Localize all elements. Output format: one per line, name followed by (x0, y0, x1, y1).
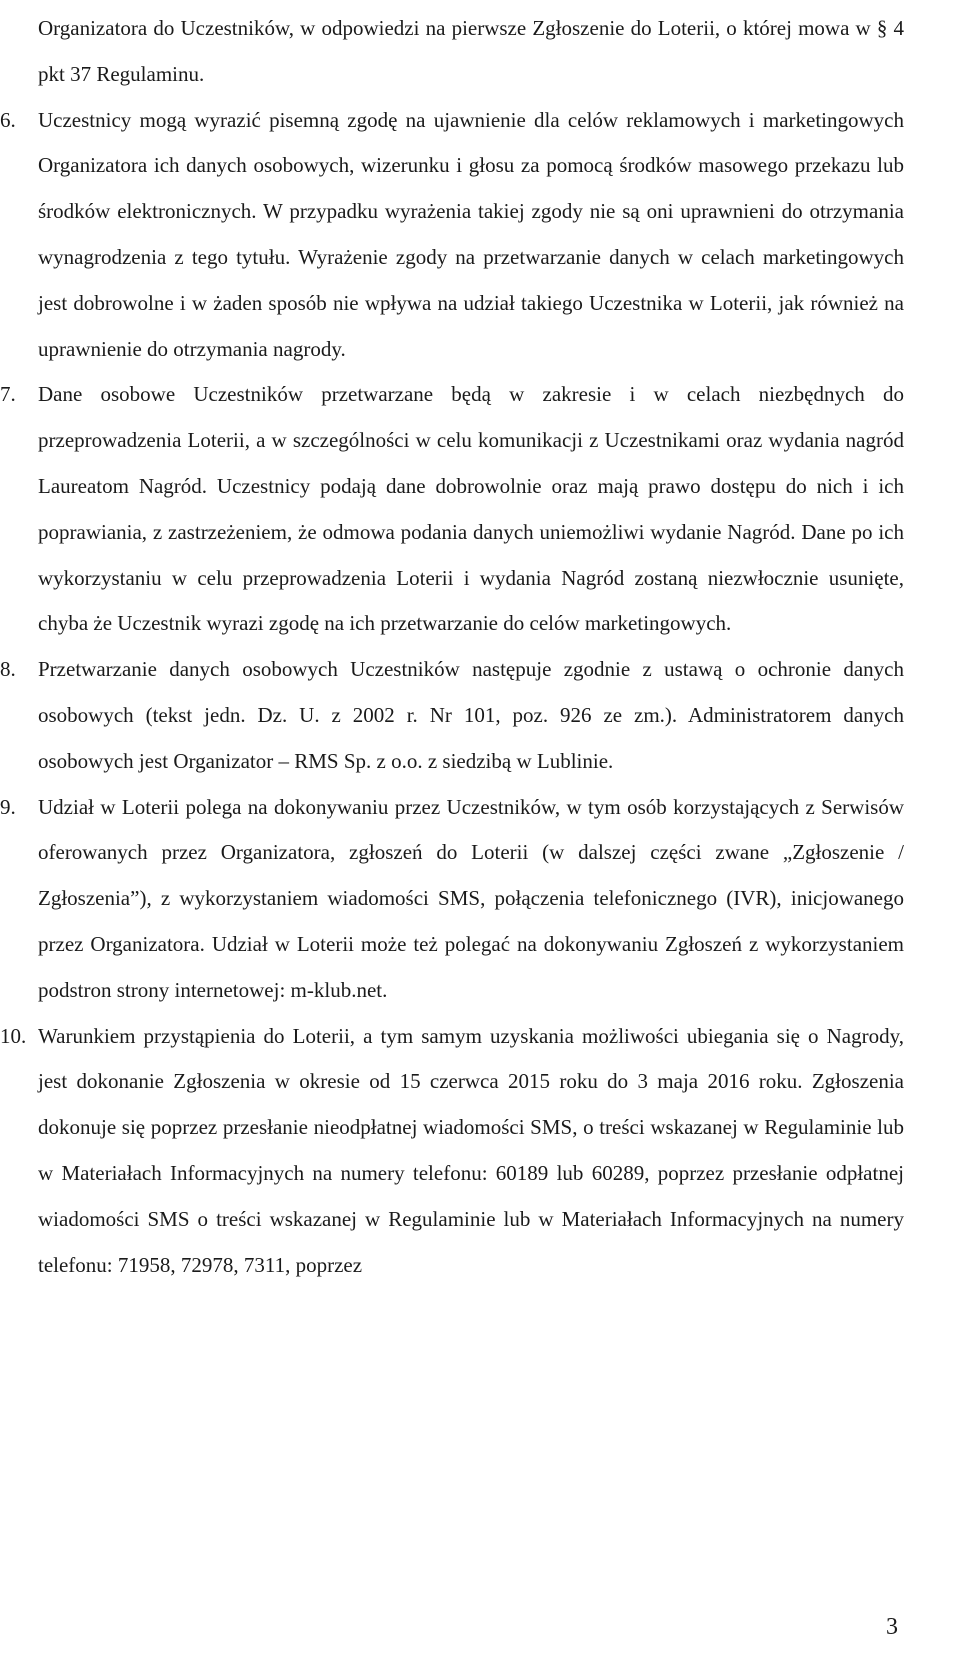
document-page (0, 6, 904, 1288)
item-text: Przetwarzanie danych osobowych Uczestników następuje zgodnie z ustawą o ochronie danych osobowych (tekst jedn. Dz. U. z 2002 r. Nr 101, poz. 926 ze zm.). Administratorem danych osobowych jest Organizator – RMS Sp. z o.o. z siedzibą w Lublinie. (38, 657, 904, 773)
list-item: 9. Udział w Loterii polega na dokonywaniu przez Uczestników, w tym osób korzystających z Serwisów oferowanych przez Organizatora, zgłoszeń do Loterii (w dalszej części zwane „Zgłoszenie / Zgłoszenia”), z wykorzystaniem wiadomości SMS, połączenia telefonicznego (IVR), inicjowanego przez Organizatora. Udział w Loterii może też polegać na dokonywaniu Zgłoszeń z wykorzystaniem podstron strony internetowej: m-klub.net. (38, 785, 904, 1014)
list-item: 6. Uczestnicy mogą wyrazić pisemną zgodę na ujawnienie dla celów reklamowych i marketingowych Organizatora ich danych osobowych, wizerunku i głosu za pomocą środków masowego przekazu lub środków elektronicznych. W przypadku wyrażenia takiej zgody nie są oni uprawnieni do otrzymania wynagrodzenia z tego tytułu. Wyrażenie zgody na przetwarzanie danych w celach marketingowych jest dobrowolne i w żaden sposób nie wpływa na udział takiego Uczestnika w Loterii, jak również na uprawnienie do otrzymania nagrody. (38, 98, 904, 373)
page-number: 3 (886, 1614, 898, 1640)
item-text: Warunkiem przystąpienia do Loterii, a tym samym uzyskania możliwości ubiegania się o Nagrody, jest dokonanie Zgłoszenia w okresie od 15 czerwca 2015 roku do 3 maja 2016 roku. Zgłoszenia dokonuje się poprzez przesłanie nieodpłatnej wiadomości SMS, o treści wskazanej w Regulaminie lub w Materiałach Informacyjnych na numery telefonu: 60189 lub 60289, poprzez przesłanie odpłatnej wiadomości SMS o treści wskazanej w Regulaminie lub w Materiałach Informacyjnych na numery telefonu: 71958, 72978, 7311, poprzez (38, 1023, 904, 1277)
list-item: 7. Dane osobowe Uczestników przetwarzane będą w zakresie i w celach niezbędnych do przeprowadzenia Loterii, a w szczególności w celu komunikacji z Uczestnikami oraz wydania nagród Laureatom Nagród. Uczestnicy podają dane dobrowolnie oraz mają prawo dostępu do nich i ich poprawiania, z zastrzeżeniem, że odmowa podania danych uniemożliwi wydanie Nagród. Dane po ich wykorzystaniu w celu przeprowadzenia Loterii i wydania Nagród zostaną niezwłocznie usunięte, chyba że Uczestnik wyrazi zgodę na ich przetwarzanie do celów marketingowych. (38, 372, 904, 647)
list-item: 8. Przetwarzanie danych osobowych Uczestników następuje zgodnie z ustawą o ochronie danych osobowych (tekst jedn. Dz. U. z 2002 r. Nr 101, poz. 926 ze zm.). Administratorem danych osobowych jest Organizator – RMS Sp. z o.o. z siedzibą w Lublinie. (38, 647, 904, 784)
intro-paragraph: Organizatora do Uczestników, w odpowiedzi na pierwsze Zgłoszenie do Loterii, o której mowa w § 4 pkt 37 Regulaminu. (38, 16, 904, 86)
list-item: 10. Warunkiem przystąpienia do Loterii, a tym samym uzyskania możliwości ubiegania się o Nagrody, jest dokonanie Zgłoszenia w okresie od 15 czerwca 2015 roku do 3 maja 2016 roku. Zgłoszenia dokonuje się poprzez przesłanie nieodpłatnej wiadomości SMS, o treści wskazanej w Regulaminie lub w Materiałach Informacyjnych na numery telefonu: 60189 lub 60289, poprzez przesłanie odpłatnej wiadomości SMS o treści wskazanej w Regulaminie lub w Materiałach Informacyjnych na numery telefonu: 71958, 72978, 7311, poprzez (38, 1014, 904, 1289)
item-text: Udział w Loterii polega na dokonywaniu przez Uczestników, w tym osób korzystających z Serwisów oferowanych przez Organizatora, zgłoszeń do Loterii (w dalszej części zwane „Zgłoszenie / Zgłoszenia”), z wykorzystaniem wiadomości SMS, połączenia telefonicznego (IVR), inicjowanego przez Organizatora. Udział w Loterii może też polegać na dokonywaniu Zgłoszeń z wykorzystaniem podstron strony internetowej: m-klub.net. (38, 794, 904, 1002)
item-text: Dane osobowe Uczestników przetwarzane będą w zakresie i w celach niezbędnych do przeprowadzenia Loterii, a w szczególności w celu komunikacji z Uczestnikami oraz wydania nagród Laureatom Nagród. Uczestnicy podają dane dobrowolnie oraz mają prawo dostępu do nich i ich poprawiania, z zastrzeżeniem, że odmowa podania danych uniemożliwi wydanie Nagród. Dane po ich wykorzystaniu w celu przeprowadzenia Loterii i wydania Nagród zostaną niezwłocznie usunięte, chyba że Uczestnik wyrazi zgodę na ich przetwarzanie do celów marketingowych. (38, 382, 904, 636)
item-text: Uczestnicy mogą wyrazić pisemną zgodę na ujawnienie dla celów reklamowych i marketingowych Organizatora ich danych osobowych, wizerunku i głosu za pomocą środków masowego przekazu lub środków elektronicznych. W przypadku wyrażenia takiej zgody nie są oni uprawnieni do otrzymania wynagrodzenia z tego tytułu. Wyrażenie zgody na przetwarzanie danych w celach marketingowych jest dobrowolne i w żaden sposób nie wpływa na udział takiego Uczestnika w Loterii, jak również na uprawnienie do otrzymania nagrody. (38, 107, 904, 361)
